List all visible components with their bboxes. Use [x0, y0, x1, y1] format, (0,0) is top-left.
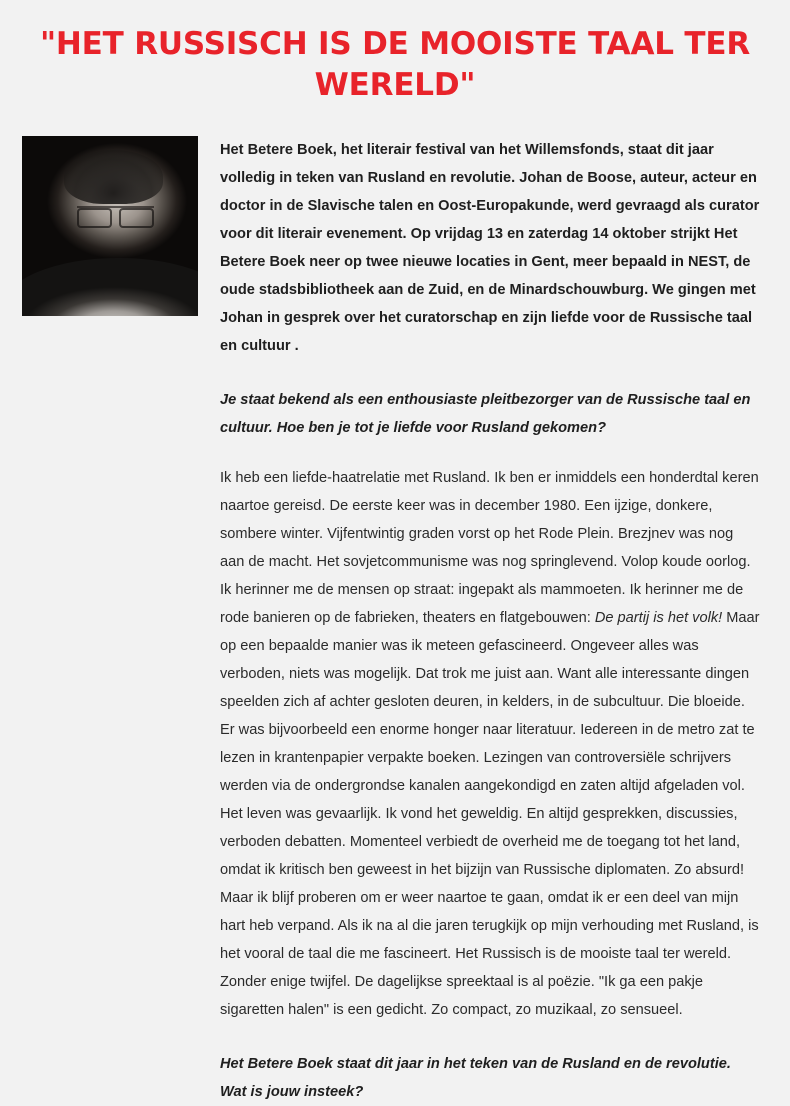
portrait-photo [22, 136, 198, 316]
article-text-column [220, 386, 760, 1106]
interview-question-2: Het Betere Boek staat dit jaar in het teken van de Rusland en de revolutie. Wat is jouw insteek? [220, 1056, 731, 1101]
answer-1-part-1: Ik heb een liefde-haatrelatie met Rusland. Ik ben er inmiddels een honderdtal keren naartoe gereisd. De eerste keer was in december 1980. Een ijzige, donkere, sombere winter. Vijfentwintig graden vorst op het Rode Plein. Brezjnev was nog aan de macht. Het sovjetcommunisme was nog springlevend. Volop koude oorlog. Ik herinner me de mensen op straat: ingepakt als mammoeten. Ik herinner me de rode banieren op de fabrieken, theaters en flatgebouwen: [220, 469, 759, 627]
intro-paragraph: Het Betere Boek, het literair festival van het Willemsfonds, staat dit jaar volledig in teken van Rusland en revolutie. Johan de Boose, auteur, acteur en doctor in de Slavische talen en Oost-Europakunde, werd gevraagd als curator voor dit literair evenement. Op vrijdag 13 en zaterdag 14 oktober strijkt Het Betere Boek neer op twee nieuwe locaties in Gent, meer bepaald in NEST, de oude stadsbibliotheek aan de Zuid, en de Minardschouwburg. We gingen met Johan in gesprek over het curatorschap en zijn liefde voor de Russische taal en cultuur . [220, 141, 760, 354]
portrait-glasses [77, 206, 154, 224]
answer-1-part-2: Maar op een bepaalde manier was ik meteen gefascineerd. Ongeveer alles was verboden, niets was mogelijk. Dat trok me juist aan. Want alle interessante dingen speelden zich af achter gesloten deuren, in kelders, in de subcultuur. Die bloeide. Er was bijvoorbeeld een enorme honger naar literatuur. Iedereen in de metro zat te lezen in krantenpapier verpakte boeken. Lezingen van controversiële schrijvers werden via de ondergrondse kanalen aangekondigd en zaten altijd afgeladen vol. Het leven was gevaarlijk. Ik vond het geweldig. En altijd gesprekken, discussies, verboden debatten. Momenteel verbiedt de overheid me de toegang tot het land, omdat ik kritisch ben geweest in het bijzijn van Russische diplomaten. Zo absurd! Maar ik blijf proberen om er weer naartoe te gaan, omdat ik er een deel van mijn hart heb verpand. Als ik na al die jaren terugkijk op mijn verhouding met Rusland, is het vooral de taal die me fascineert. Het Russisch is de mooiste taal ter wereld. Zonder enige twijfel. De dagelijkse spreektaal is al poëzie. "Ik ga een pakje sigaretten halen" is een gedicht. Zo compact, zo muzikaal, zo sensueel. [220, 610, 760, 1019]
answer-1-emphasis: De partij is het volk! [594, 610, 723, 627]
page-title: "HET RUSSISCH IS DE MOOISTE TAAL TER WERELD" [39, 26, 750, 103]
intro-section [22, 136, 760, 360]
interview-question-1: Je staat bekend als een enthousiaste pleitbezorger van de Russische taal en cultuur. Hoe ben je tot je liefde voor Rusland gekomen? [220, 391, 751, 436]
interview-answer-1 [220, 464, 760, 1024]
portrait-hair [64, 150, 163, 204]
portrait-shoulder [22, 258, 198, 316]
article-body [22, 136, 768, 1106]
